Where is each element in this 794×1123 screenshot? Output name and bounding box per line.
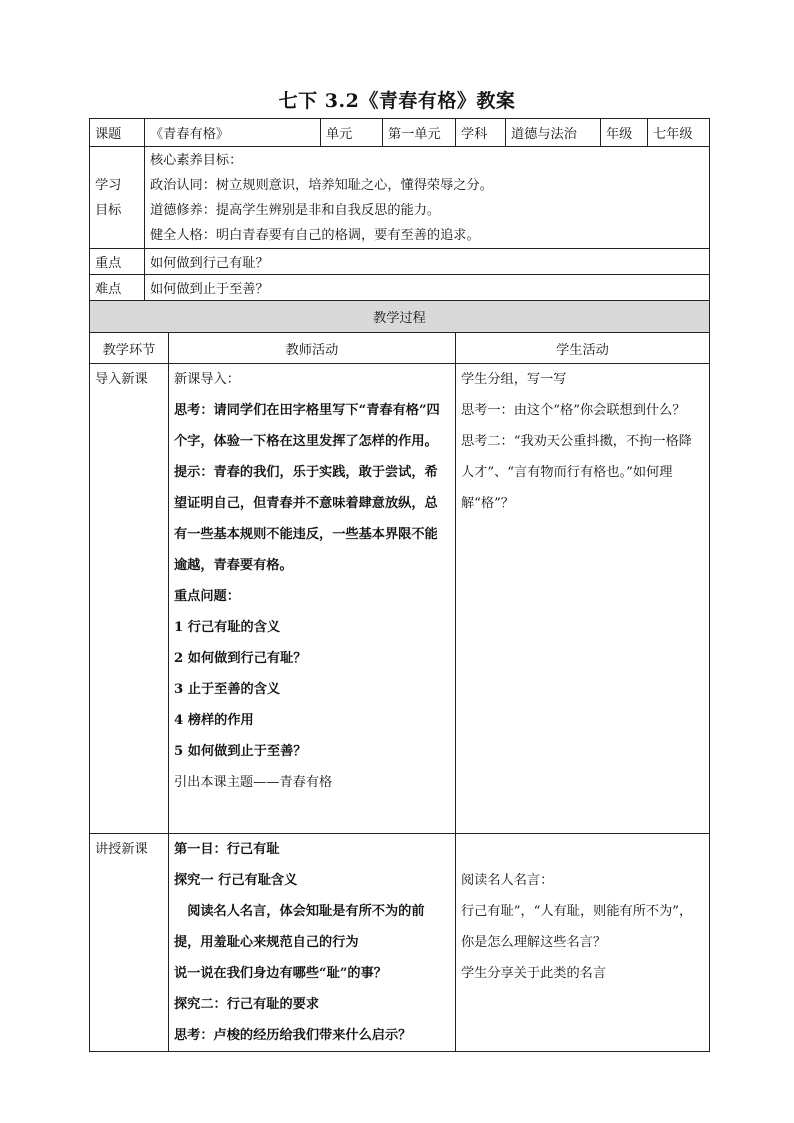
topic-value: 《青春有格》 [145,119,321,147]
intro-teacher-lead: 引出本课主题——青春有格 [174,775,333,790]
intro-teacher-line: 新课导入： [174,372,240,387]
document-title: 七下 3.2《青春有格》教案 [278,90,516,112]
lecture-teacher-line: 探究一 行己有耻含义 [174,873,298,888]
goal-line: 政治认同：树立规则意识，培养知耻之心，懂得荣辱之分。 [150,177,493,193]
key-question: 3 止于至善的含义 [174,682,281,697]
intro-student-line: 学生分组，写一写 [461,372,567,387]
intro-student-q2: 思考二：“我劝天公重抖擞，不拘一格降人才”、“言有物而行有格也。”如何理解“格”？ [461,434,692,511]
topic-label: 课题 [90,119,145,147]
key-point-row [90,249,710,275]
info-row [90,119,710,147]
subject-value: 道德与法治 [506,119,601,147]
intro-teacher-think: 思考：请同学们在田字格里写下“青春有格”四个字，体验一下格在这里发挥了怎样的作用。 [174,403,440,449]
key-question: 2 如何做到行己有耻？ [174,651,307,666]
goals-row [90,147,710,249]
lecture-student-para: 行己有耻”，“人有耻，则能有所不为”，你是怎么理解这些名言？ [461,904,693,950]
difficulty-row [90,275,710,301]
intro-stage: 导入新课 [90,364,169,834]
goals-label-line2: 目标 [95,202,122,218]
goals-label-line1: 学习 [95,177,122,193]
process-header: 教学过程 [90,301,710,333]
key-question: 1 行己有耻的含义 [174,620,281,635]
goal-line: 核心素养目标： [150,152,243,168]
column-teacher: 教师活动 [169,333,456,364]
lecture-teacher-line: 说一说在我们身边有哪些“耻”的事？ [174,966,387,981]
unit-label: 单元 [321,119,383,147]
lecture-row [90,834,710,1052]
column-stage: 教学环节 [90,333,169,364]
lecture-teacher-line: 第一目：行己有耻 [174,842,280,857]
unit-value: 第一单元 [383,119,456,147]
goal-line: 道德修养：提高学生辨别是非和自我反思的能力。 [150,202,441,218]
key-point-label: 重点 [90,249,145,275]
lecture-teacher-para: 阅读名人名言，体会知耻是有所不为的前提，用羞耻心来规范自己的行为 [174,904,425,950]
intro-teacher-hint: 提示：青春的我们，乐于实践，敢于尝试，希望证明自己，但青春并不意味着肆意放纵，总有一些基本规则不能违反，一些基本界限不能逾越，青春要有格。 [174,465,438,573]
grade-label: 年级 [601,119,648,147]
intro-teacher-cell [169,364,456,834]
goals-content [145,147,710,249]
lecture-teacher-line: 思考：卢梭的经历给我们带来什么启示？ [174,1028,412,1043]
lecture-student-spacer [461,834,704,865]
lecture-student-line: 阅读名人名言： [461,873,554,888]
intro-row [90,364,710,834]
key-question: 4 榜样的作用 [174,713,254,728]
columns-row [90,333,710,364]
lecture-student-line: 学生分享关于此类的名言 [461,966,607,981]
lesson-plan-table [89,118,710,1052]
key-point-value: 如何做到行己有耻？ [145,249,710,275]
difficulty-label: 难点 [90,275,145,301]
key-questions-title: 重点问题： [174,589,240,604]
intro-student-cell [456,364,710,834]
lecture-student-cell [456,834,710,1052]
lecture-teacher-cell [169,834,456,1052]
grade-value: 七年级 [648,119,710,147]
goal-line: 健全人格：明白青春要有自己的格调，要有至善的追求。 [150,227,480,243]
column-student: 学生活动 [456,333,710,364]
intro-student-q1: 思考一：由这个“格”你会联想到什么？ [461,403,686,418]
lecture-stage: 讲授新课 [90,834,169,1052]
subject-label: 学科 [456,119,506,147]
goals-label [90,147,145,249]
key-question: 5 如何做到止于至善？ [174,744,307,759]
process-header-row [90,301,710,333]
difficulty-value: 如何做到止于至善？ [145,275,710,301]
lecture-teacher-line: 探究二：行己有耻的要求 [174,997,320,1012]
